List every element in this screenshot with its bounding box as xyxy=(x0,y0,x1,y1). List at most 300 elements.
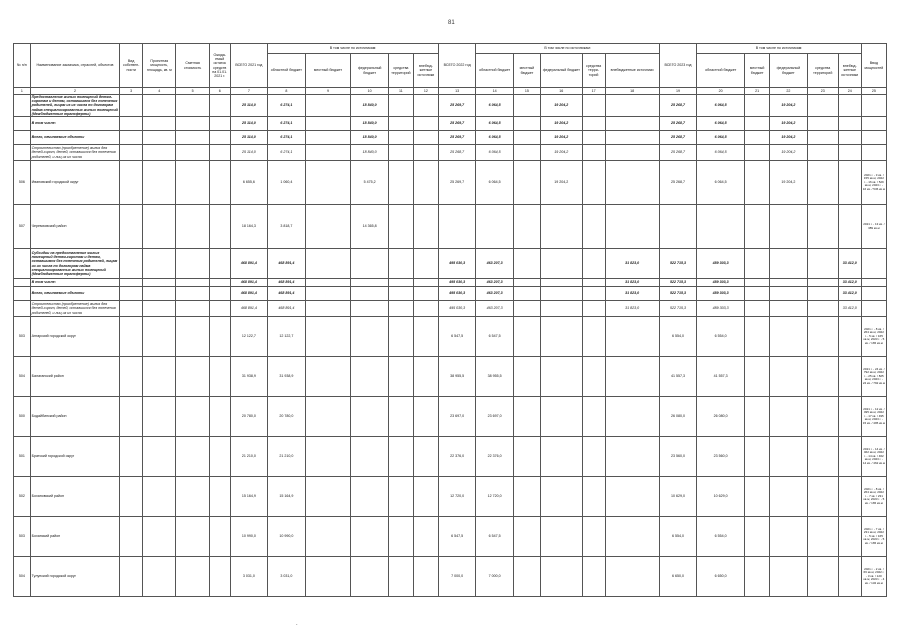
regional-2023: 10 629,0 xyxy=(697,477,745,517)
total-2021: 6 655,6 xyxy=(230,161,267,205)
local-2022 xyxy=(513,397,540,437)
table-row xyxy=(14,131,887,145)
offbudget-2022 xyxy=(605,397,659,437)
local-2023 xyxy=(745,205,770,249)
offbudget-2021 xyxy=(413,437,438,477)
local-2022 xyxy=(513,145,540,161)
federal-2021 xyxy=(351,397,388,437)
capacity-cell xyxy=(143,205,176,249)
table-row xyxy=(14,117,887,131)
remaining-cell xyxy=(209,477,230,517)
offbudget-2022 xyxy=(605,131,659,145)
regional-2023: 6 554,0 xyxy=(697,517,745,557)
total-2023: 522 715,3 xyxy=(659,279,696,287)
row-name: Субсидии на предоставление жилых помещений детям-сиротам и детям, оставшимся без попечения родителей, лицам из их числа по договорам найма специализированных жилых помещений (Межбюджетные трансферты) xyxy=(30,249,120,279)
offbudget-2023: 33 412,0 xyxy=(838,301,861,317)
row-number xyxy=(14,117,31,131)
regional-2022: 463 207,3 xyxy=(476,249,513,279)
header-remaining: Ожида- емый остаток средств на 01.01. 2021 г. xyxy=(209,44,230,88)
federal-2022 xyxy=(540,317,582,357)
estimate-cell xyxy=(176,317,209,357)
federal-2022 xyxy=(540,397,582,437)
territory-2021 xyxy=(388,279,413,287)
index-cell: 7 xyxy=(230,88,267,95)
header-federal-2021: федеральный бюджет xyxy=(351,54,388,88)
header-total-2021: ВСЕГО 2021 год xyxy=(230,44,267,88)
capacity-cell xyxy=(143,279,176,287)
offbudget-2021 xyxy=(413,477,438,517)
index-cell: 18 xyxy=(605,88,659,95)
header-sources-2023: В том числе по источникам: xyxy=(697,44,862,54)
total-2022: 25 269,7 xyxy=(438,117,475,131)
total-2022: 6 547,5 xyxy=(438,517,475,557)
local-2021 xyxy=(305,557,351,597)
regional-2021: 3 818,7 xyxy=(268,205,305,249)
regional-2021: 12 122,7 xyxy=(268,317,305,357)
territory-2021 xyxy=(388,517,413,557)
remaining-cell xyxy=(209,95,230,117)
capacity-cell xyxy=(143,249,176,279)
federal-2022: 19 204,2 xyxy=(540,145,582,161)
ownership-cell xyxy=(120,205,143,249)
total-2023: 25 268,7 xyxy=(659,161,696,205)
capacity-input: 2021 г. - 24 кв. / 792 кв.м; 2022 г. - 25 кв. / 825 кв.м; 2023 г. - 24 кв. / 792 кв.м xyxy=(861,357,886,397)
offbudget-2021 xyxy=(413,249,438,279)
header-num: № п/п xyxy=(14,44,31,88)
ownership-cell xyxy=(120,317,143,357)
index-cell: 9 xyxy=(305,88,351,95)
ownership-cell xyxy=(120,477,143,517)
local-2022 xyxy=(513,301,540,317)
total-2021: 21 210,0 xyxy=(230,437,267,477)
table-row xyxy=(14,145,887,161)
offbudget-2023 xyxy=(838,397,861,437)
territory-2021 xyxy=(388,117,413,131)
table-row xyxy=(14,95,887,117)
local-2023 xyxy=(745,317,770,357)
total-2022: 25 269,7 xyxy=(438,95,475,117)
territory-2022 xyxy=(582,477,605,517)
table-row xyxy=(14,279,887,287)
capacity-cell xyxy=(143,357,176,397)
local-2023 xyxy=(745,249,770,279)
row-number: 501 xyxy=(14,437,31,477)
federal-2021 xyxy=(351,437,388,477)
index-cell: 6 xyxy=(209,88,230,95)
total-2021: 25 114,0 xyxy=(230,145,267,161)
estimate-cell xyxy=(176,131,209,145)
ownership-cell xyxy=(120,117,143,131)
regional-2022: 6 064,5 xyxy=(476,145,513,161)
regional-2022 xyxy=(476,205,513,249)
regional-2022: 463 207,3 xyxy=(476,301,513,317)
total-2021: 3 031,0 xyxy=(230,557,267,597)
offbudget-2023 xyxy=(838,557,861,597)
capacity-input xyxy=(861,249,886,279)
offbudget-2021 xyxy=(413,517,438,557)
local-2022 xyxy=(513,357,540,397)
local-2023 xyxy=(745,517,770,557)
federal-2022 xyxy=(540,279,582,287)
estimate-cell xyxy=(176,301,209,317)
federal-2023 xyxy=(770,279,807,287)
offbudget-2022 xyxy=(605,145,659,161)
offbudget-2021 xyxy=(413,287,438,301)
territory-2022 xyxy=(582,131,605,145)
row-number xyxy=(14,249,31,279)
estimate-cell xyxy=(176,145,209,161)
total-2022 xyxy=(438,205,475,249)
local-2023 xyxy=(745,357,770,397)
federal-2022 xyxy=(540,287,582,301)
territory-2021 xyxy=(388,249,413,279)
offbudget-2021 xyxy=(413,95,438,117)
territory-2022 xyxy=(582,205,605,249)
regional-2023: 6 064,5 xyxy=(697,145,745,161)
offbudget-2022 xyxy=(605,95,659,117)
capacity-input xyxy=(861,301,886,317)
total-2022: 38 955,5 xyxy=(438,357,475,397)
row-number xyxy=(14,95,31,117)
federal-2021 xyxy=(351,287,388,301)
local-2023 xyxy=(745,301,770,317)
federal-2022: 19 204,2 xyxy=(540,161,582,205)
remaining-cell xyxy=(209,301,230,317)
row-number xyxy=(14,301,31,317)
remaining-cell xyxy=(209,145,230,161)
capacity-cell xyxy=(143,477,176,517)
header-local-2023: местный бюджет xyxy=(745,54,770,88)
offbudget-2022 xyxy=(605,161,659,205)
capacity-input: 2021 г. - 8 кв. / 264 кв.м; 2022 г. - 5 кв. / 165 кв.м; 2023 г. - 5 кв. / 165 кв.м xyxy=(861,317,886,357)
federal-2023: 19 204,2 xyxy=(770,117,807,131)
ownership-cell xyxy=(120,161,143,205)
estimate-cell xyxy=(176,477,209,517)
territory-2021 xyxy=(388,437,413,477)
offbudget-2023: 33 412,0 xyxy=(838,249,861,279)
regional-2022: 6 064,5 xyxy=(476,131,513,145)
header-offbudget-2021: внебюд- жетные источники xyxy=(413,54,438,88)
row-number xyxy=(14,287,31,301)
offbudget-2022 xyxy=(605,117,659,131)
total-2023: 25 268,7 xyxy=(659,145,696,161)
federal-2022 xyxy=(540,557,582,597)
federal-2022: 19 204,2 xyxy=(540,117,582,131)
territory-2021 xyxy=(388,477,413,517)
total-2022: 495 030,3 xyxy=(438,249,475,279)
header-local-2021: местный бюджет xyxy=(305,54,351,88)
regional-2023: 489 303,3 xyxy=(697,287,745,301)
federal-2023: 19 204,2 xyxy=(770,145,807,161)
local-2022 xyxy=(513,317,540,357)
total-2023: 10 629,0 xyxy=(659,477,696,517)
total-2022: 25 269,7 xyxy=(438,131,475,145)
federal-2023: 19 204,2 xyxy=(770,131,807,145)
capacity-cell xyxy=(143,161,176,205)
total-2021: 25 114,0 xyxy=(230,95,267,117)
offbudget-2022 xyxy=(605,357,659,397)
territory-2022 xyxy=(582,161,605,205)
local-2022 xyxy=(513,117,540,131)
federal-2022 xyxy=(540,205,582,249)
table-row xyxy=(14,205,887,249)
ownership-cell xyxy=(120,557,143,597)
federal-2023 xyxy=(770,437,807,477)
row-number: 502 xyxy=(14,477,31,517)
total-2021: 15 164,9 xyxy=(230,477,267,517)
total-2021: 18 164,3 xyxy=(230,205,267,249)
regional-2022: 23 697,0 xyxy=(476,397,513,437)
remaining-cell xyxy=(209,279,230,287)
index-cell: 17 xyxy=(582,88,605,95)
offbudget-2023 xyxy=(838,145,861,161)
regional-2021: 1 060,4 xyxy=(268,161,305,205)
territory-2023 xyxy=(807,517,838,557)
local-2022 xyxy=(513,477,540,517)
territory-2022 xyxy=(582,317,605,357)
offbudget-2022 xyxy=(605,437,659,477)
index-cell: 2 xyxy=(30,88,120,95)
total-2023: 6 650,0 xyxy=(659,557,696,597)
total-2023: 23 560,0 xyxy=(659,437,696,477)
territory-2023 xyxy=(807,301,838,317)
table-row xyxy=(14,477,887,517)
row-name: Всего, начинаемые объекты xyxy=(30,287,120,301)
local-2021 xyxy=(305,357,351,397)
territory-2022 xyxy=(582,397,605,437)
territory-2021 xyxy=(388,557,413,597)
index-cell: 5 xyxy=(176,88,209,95)
estimate-cell xyxy=(176,517,209,557)
territory-2023 xyxy=(807,557,838,597)
federal-2023 xyxy=(770,557,807,597)
header-territory-2023: средства территорий xyxy=(807,54,838,88)
federal-2022 xyxy=(540,517,582,557)
local-2021 xyxy=(305,517,351,557)
row-name: Ивановский городской округ xyxy=(30,161,120,205)
local-2023 xyxy=(745,397,770,437)
territory-2021 xyxy=(388,131,413,145)
row-number: 500 xyxy=(14,397,31,437)
offbudget-2022: 31 823,0 xyxy=(605,301,659,317)
index-cell: 24 xyxy=(838,88,861,95)
regional-2023: 489 303,3 xyxy=(697,249,745,279)
header-territory-2021: средства территорий xyxy=(388,54,413,88)
page-footer-mark: . xyxy=(296,621,298,627)
territory-2023 xyxy=(807,357,838,397)
regional-2021: 468 891,4 xyxy=(268,301,305,317)
offbudget-2021 xyxy=(413,205,438,249)
local-2021 xyxy=(305,161,351,205)
index-cell: 25 xyxy=(861,88,886,95)
total-2023: 6 554,0 xyxy=(659,317,696,357)
header-regional-2023: областной бюджет xyxy=(697,54,745,88)
local-2023 xyxy=(745,145,770,161)
header-territory-2022: средства терри- торий xyxy=(582,54,605,88)
offbudget-2023 xyxy=(838,477,861,517)
estimate-cell xyxy=(176,205,209,249)
federal-2022 xyxy=(540,249,582,279)
ownership-cell xyxy=(120,517,143,557)
offbudget-2022: 31 823,0 xyxy=(605,279,659,287)
capacity-input xyxy=(861,117,886,131)
capacity-input xyxy=(861,131,886,145)
regional-2021: 10 990,0 xyxy=(268,517,305,557)
page-number: 81 xyxy=(448,20,455,26)
local-2021 xyxy=(305,477,351,517)
total-2021: 25 114,0 xyxy=(230,131,267,145)
territory-2023 xyxy=(807,145,838,161)
offbudget-2023 xyxy=(838,437,861,477)
capacity-cell xyxy=(143,145,176,161)
local-2023 xyxy=(745,95,770,117)
local-2021 xyxy=(305,117,351,131)
regional-2022: 463 207,3 xyxy=(476,287,513,301)
federal-2021 xyxy=(351,517,388,557)
federal-2021 xyxy=(351,279,388,287)
capacity-input xyxy=(861,279,886,287)
budget-table xyxy=(13,43,887,597)
remaining-cell xyxy=(209,249,230,279)
regional-2021: 6 274,1 xyxy=(268,145,305,161)
column-index-row xyxy=(14,88,887,95)
regional-2022: 6 064,5 xyxy=(476,117,513,131)
offbudget-2023 xyxy=(838,131,861,145)
federal-2022: 19 204,2 xyxy=(540,95,582,117)
federal-2021 xyxy=(351,317,388,357)
total-2022: 23 697,0 xyxy=(438,397,475,437)
regional-2021: 3 031,0 xyxy=(268,557,305,597)
territory-2023 xyxy=(807,437,838,477)
total-2022: 22 376,0 xyxy=(438,437,475,477)
territory-2022 xyxy=(582,517,605,557)
index-cell: 12 xyxy=(413,88,438,95)
index-cell: 3 xyxy=(120,88,143,95)
estimate-cell xyxy=(176,279,209,287)
estimate-cell xyxy=(176,95,209,117)
remaining-cell xyxy=(209,437,230,477)
regional-2023: 6 554,0 xyxy=(697,317,745,357)
regional-2021: 468 891,4 xyxy=(268,287,305,301)
regional-2022: 463 207,3 xyxy=(476,279,513,287)
remaining-cell xyxy=(209,287,230,301)
offbudget-2022 xyxy=(605,557,659,597)
local-2021 xyxy=(305,301,351,317)
local-2022 xyxy=(513,437,540,477)
estimate-cell xyxy=(176,287,209,301)
local-2021 xyxy=(305,131,351,145)
ownership-cell xyxy=(120,397,143,437)
federal-2023: 19 204,2 xyxy=(770,161,807,205)
federal-2021 xyxy=(351,557,388,597)
regional-2021: 21 210,0 xyxy=(268,437,305,477)
row-number: 503 xyxy=(14,517,31,557)
federal-2021 xyxy=(351,301,388,317)
local-2022 xyxy=(513,161,540,205)
regional-2021: 468 891,4 xyxy=(268,279,305,287)
local-2022 xyxy=(513,279,540,287)
offbudget-2021 xyxy=(413,301,438,317)
offbudget-2023 xyxy=(838,357,861,397)
offbudget-2021 xyxy=(413,145,438,161)
local-2023 xyxy=(745,287,770,301)
table-row xyxy=(14,249,887,279)
regional-2021: 468 891,4 xyxy=(268,249,305,279)
local-2022 xyxy=(513,557,540,597)
federal-2023: 19 204,2 xyxy=(770,95,807,117)
local-2023 xyxy=(745,131,770,145)
header-regional-2021: областной бюджет xyxy=(268,54,305,88)
row-name: Всего, начинаемые объекты xyxy=(30,131,120,145)
regional-2022: 38 955,5 xyxy=(476,357,513,397)
offbudget-2022 xyxy=(605,517,659,557)
territory-2022 xyxy=(582,145,605,161)
row-number: 506 xyxy=(14,161,31,205)
offbudget-2023 xyxy=(838,517,861,557)
total-2023 xyxy=(659,205,696,249)
territory-2022 xyxy=(582,287,605,301)
total-2021: 468 891,4 xyxy=(230,279,267,287)
index-cell: 15 xyxy=(513,88,540,95)
estimate-cell xyxy=(176,249,209,279)
federal-2023 xyxy=(770,301,807,317)
row-number: 504 xyxy=(14,357,31,397)
row-name: Братский городской округ xyxy=(30,437,120,477)
regional-2021: 31 938,9 xyxy=(268,357,305,397)
federal-2022 xyxy=(540,301,582,317)
index-cell: 14 xyxy=(476,88,513,95)
regional-2023: 6 650,0 xyxy=(697,557,745,597)
index-cell: 16 xyxy=(540,88,582,95)
territory-2023 xyxy=(807,131,838,145)
capacity-input: 2021 г. - 3 кв. / 155 кв.м; 2022 г. - 16 кв. / 529 кв.м; 2023 г. - 16 кв. / 536 кв.м xyxy=(861,161,886,205)
territory-2022 xyxy=(582,117,605,131)
federal-2023 xyxy=(770,287,807,301)
regional-2021: 6 274,1 xyxy=(268,117,305,131)
offbudget-2021 xyxy=(413,317,438,357)
table-row xyxy=(14,357,887,397)
row-number: 503 xyxy=(14,317,31,357)
offbudget-2021 xyxy=(413,557,438,597)
territory-2022 xyxy=(582,357,605,397)
remaining-cell xyxy=(209,131,230,145)
territory-2021 xyxy=(388,205,413,249)
local-2023 xyxy=(745,557,770,597)
capacity-cell xyxy=(143,317,176,357)
local-2023 xyxy=(745,117,770,131)
total-2023: 522 715,3 xyxy=(659,301,696,317)
index-cell: 20 xyxy=(697,88,745,95)
header-local-2022: местный бюджет xyxy=(513,54,540,88)
regional-2021: 15 164,9 xyxy=(268,477,305,517)
local-2021 xyxy=(305,317,351,357)
row-number xyxy=(14,279,31,287)
federal-2022 xyxy=(540,477,582,517)
offbudget-2022 xyxy=(605,317,659,357)
row-name: Тулунский городской округ xyxy=(30,557,120,597)
ownership-cell xyxy=(120,95,143,117)
capacity-input xyxy=(861,145,886,161)
remaining-cell xyxy=(209,557,230,597)
row-number: 507 xyxy=(14,205,31,249)
total-2021: 468 891,4 xyxy=(230,249,267,279)
local-2021 xyxy=(305,287,351,301)
regional-2023: 26 080,0 xyxy=(697,397,745,437)
federal-2021: 18 840,0 xyxy=(351,117,388,131)
offbudget-2022: 31 823,0 xyxy=(605,249,659,279)
row-number xyxy=(14,145,31,161)
ownership-cell xyxy=(120,131,143,145)
